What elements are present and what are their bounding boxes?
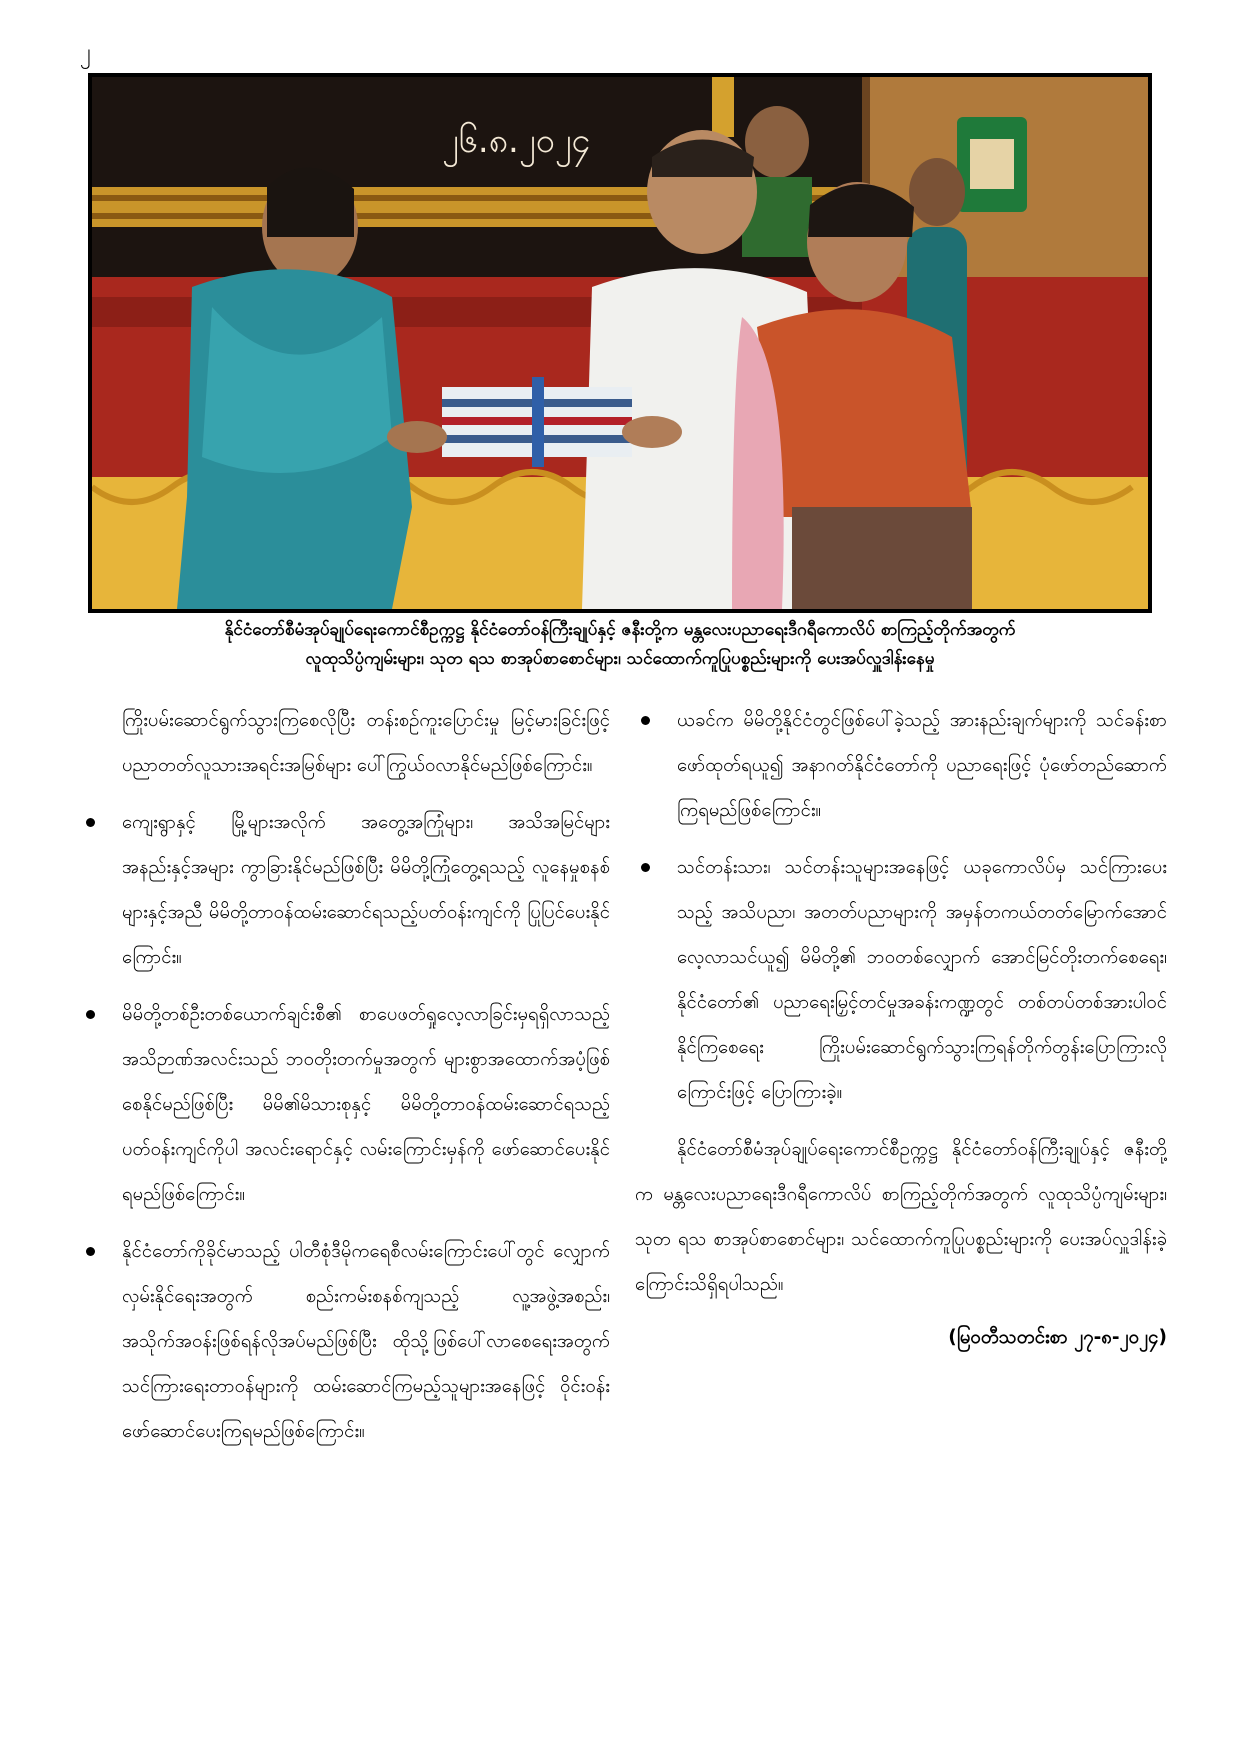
banner-date: ၂၆.၈.၂၀၂၄ [442,121,591,161]
bullet-item: သင်တန်းသား၊ သင်တန်းသူများအနေဖြင့် ယခုကောလိပ်မှ သင်ကြားပေးသည့် အသိပညာ၊ အတတ်ပညာများကို အမှန်တကယ်တတ်မြောက်အောင် လေ့လာသင်ယူ၍ မိမိတို့၏ ဘဝတစ်လျှောက် အောင်မြင်တိုးတက်စေရေး၊ နိုင်ငံတော်၏ ပညာရေးမြှင့်တင်မှုအခန်းကဏ္ဍတွင် တစ်တပ်တစ်အားပါဝင်နိုင်ကြစေရေး ကြိုးပမ်းဆောင်ရွက်သွားကြရန်တိုက်တွန်းပြောကြားလိုကြောင်းဖြင့် ပြောကြားခဲ့။ [635,845,1167,1115]
bullet-item: နိုင်ငံတော်ကိုခိုင်မာသည့် ပါတီစုံဒီမိုကရေစီလမ်းကြောင်းပေါ်တွင် လျှောက်လှမ်းနိုင်ရေးအတွက် စည်းကမ်းစနစ်ကျသည့် လူ့အဖွဲ့အစည်း၊ အသိုက်အဝန်းဖြစ်ရန်လိုအပ်မည်ဖြစ်ပြီး ထိုသို့ဖြစ်ပေါ်လာစေရေးအတွက် သင်ကြားရေးတာဝန်များကို ထမ်းဆောင်ကြမည့်သူများအနေဖြင့် ဝိုင်းဝန်းဖော်ဆောင်ပေးကြရမည်ဖြစ်ကြောင်း။ [80,1229,610,1454]
closing-paragraph: နိုင်ငံတော်စီမံအုပ်ချုပ်ရေးကောင်စီဥက္ကဋ္ဌ နိုင်ငံတော်ဝန်ကြီးချုပ်နှင့် ဇနီးတို့က မန္တလေးပညာရေးဒီဂရီကောလိပ် စာကြည့်တိုက်အတွက် လူထုသိပ္ပံကျမ်းများ၊ သုတ ရသ စာအုပ်စာစောင်များ၊ သင်ထောက်ကူပြုပစ္စည်းများကို ပေးအပ်လှူဒါန်းခဲ့ကြောင်းသိရှိရပါသည်။ [635,1139,1167,1295]
news-photo [88,73,1152,613]
bullet-item: ယခင်က မိမိတို့နိုင်ငံတွင်ဖြစ်ပေါ်ခဲ့သည့် အားနည်းချက်များကို သင်ခန်းစာဖော်ထုတ်ရယူ၍ အနာဂတ်နိုင်ငံတော်ကို ပညာရေးဖြင့် ပုံဖော်တည်ဆောက်ကြရမည်ဖြစ်ကြောင်း။ [635,698,1167,833]
bullet-item: မိမိတို့တစ်ဦးတစ်ယောက်ချင်းစီ၏ စာပေဖတ်ရှုလေ့လာခြင်းမှရရှိလာသည့် အသိဉာဏ်အလင်းသည် ဘဝတိုးတက်မှုအတွက် များစွာအထောက်အပံ့ဖြစ်စေနိုင်မည်ဖြစ်ပြီး မိမိ၏မိသားစုနှင့် မိမိတို့တာဝန်ထမ်းဆောင်ရသည့် ပတ်ဝန်းကျင်ကိုပါ အလင်းရောင်နှင့် လမ်းကြောင်းမှန်ကို ဖော်ဆောင်ပေးနိုင်ရမည်ဖြစ်ကြောင်း။ [80,992,610,1217]
photo-caption [80,616,1160,674]
bullet-item: ကျေးရွာနှင့် မြို့များအလိုက် အတွေ့အကြုံများ၊ အသိအမြင်များ အနည်းနှင့်အများ ကွာခြားနိုင်မည်ဖြစ်ပြီး မိမိတို့ကြုံတွေ့ရသည့် လူနေမှုစနစ်များနှင့်အညီ မိမိတို့တာဝန်ထမ်းဆောင်ရသည့်ပတ်ဝန်းကျင်ကို ပြုပြင်ပေးနိုင်ကြောင်း။ [80,800,610,980]
photo-illustration [92,77,1148,609]
right-column [635,698,1167,1360]
caption-line-2: လူထုသိပ္ပံကျမ်းများ၊ သုတ ရသ စာအုပ်စာစောင်များ၊ သင်ထောက်ကူပြုပစ္စည်းများကို ပေးအပ်လှူဒါန်းနေမှု [305,649,935,669]
left-column [80,698,610,1466]
source-citation: (မြဝတီသတင်းစာ ၂၇-၈-၂၀၂၄) [948,1327,1167,1348]
caption-line-1: နိုင်ငံတော်စီမံအုပ်ချုပ်ရေးကောင်စီဥက္ကဋ္ဌ နိုင်ငံတော်ဝန်ကြီးချုပ်နှင့် ဇနီးတို့က မန္တလေးပညာရေးဒီဂရီကောလိပ် စာကြည့်တိုက်အတွက် [224,620,1016,640]
page-number: ၂ [80,40,91,65]
continuation-paragraph: ကြိုးပမ်းဆောင်ရွက်သွားကြစေလိုပြီး တန်းစဉ်ကူးပြောင်းမှု မြင့်မားခြင်းဖြင့် ပညာတတ်လူသားအရင်းအမြစ်များ ပေါ်ကြွယ်ဝလာနိုင်မည်ဖြစ်ကြောင်း။ [122,710,610,776]
